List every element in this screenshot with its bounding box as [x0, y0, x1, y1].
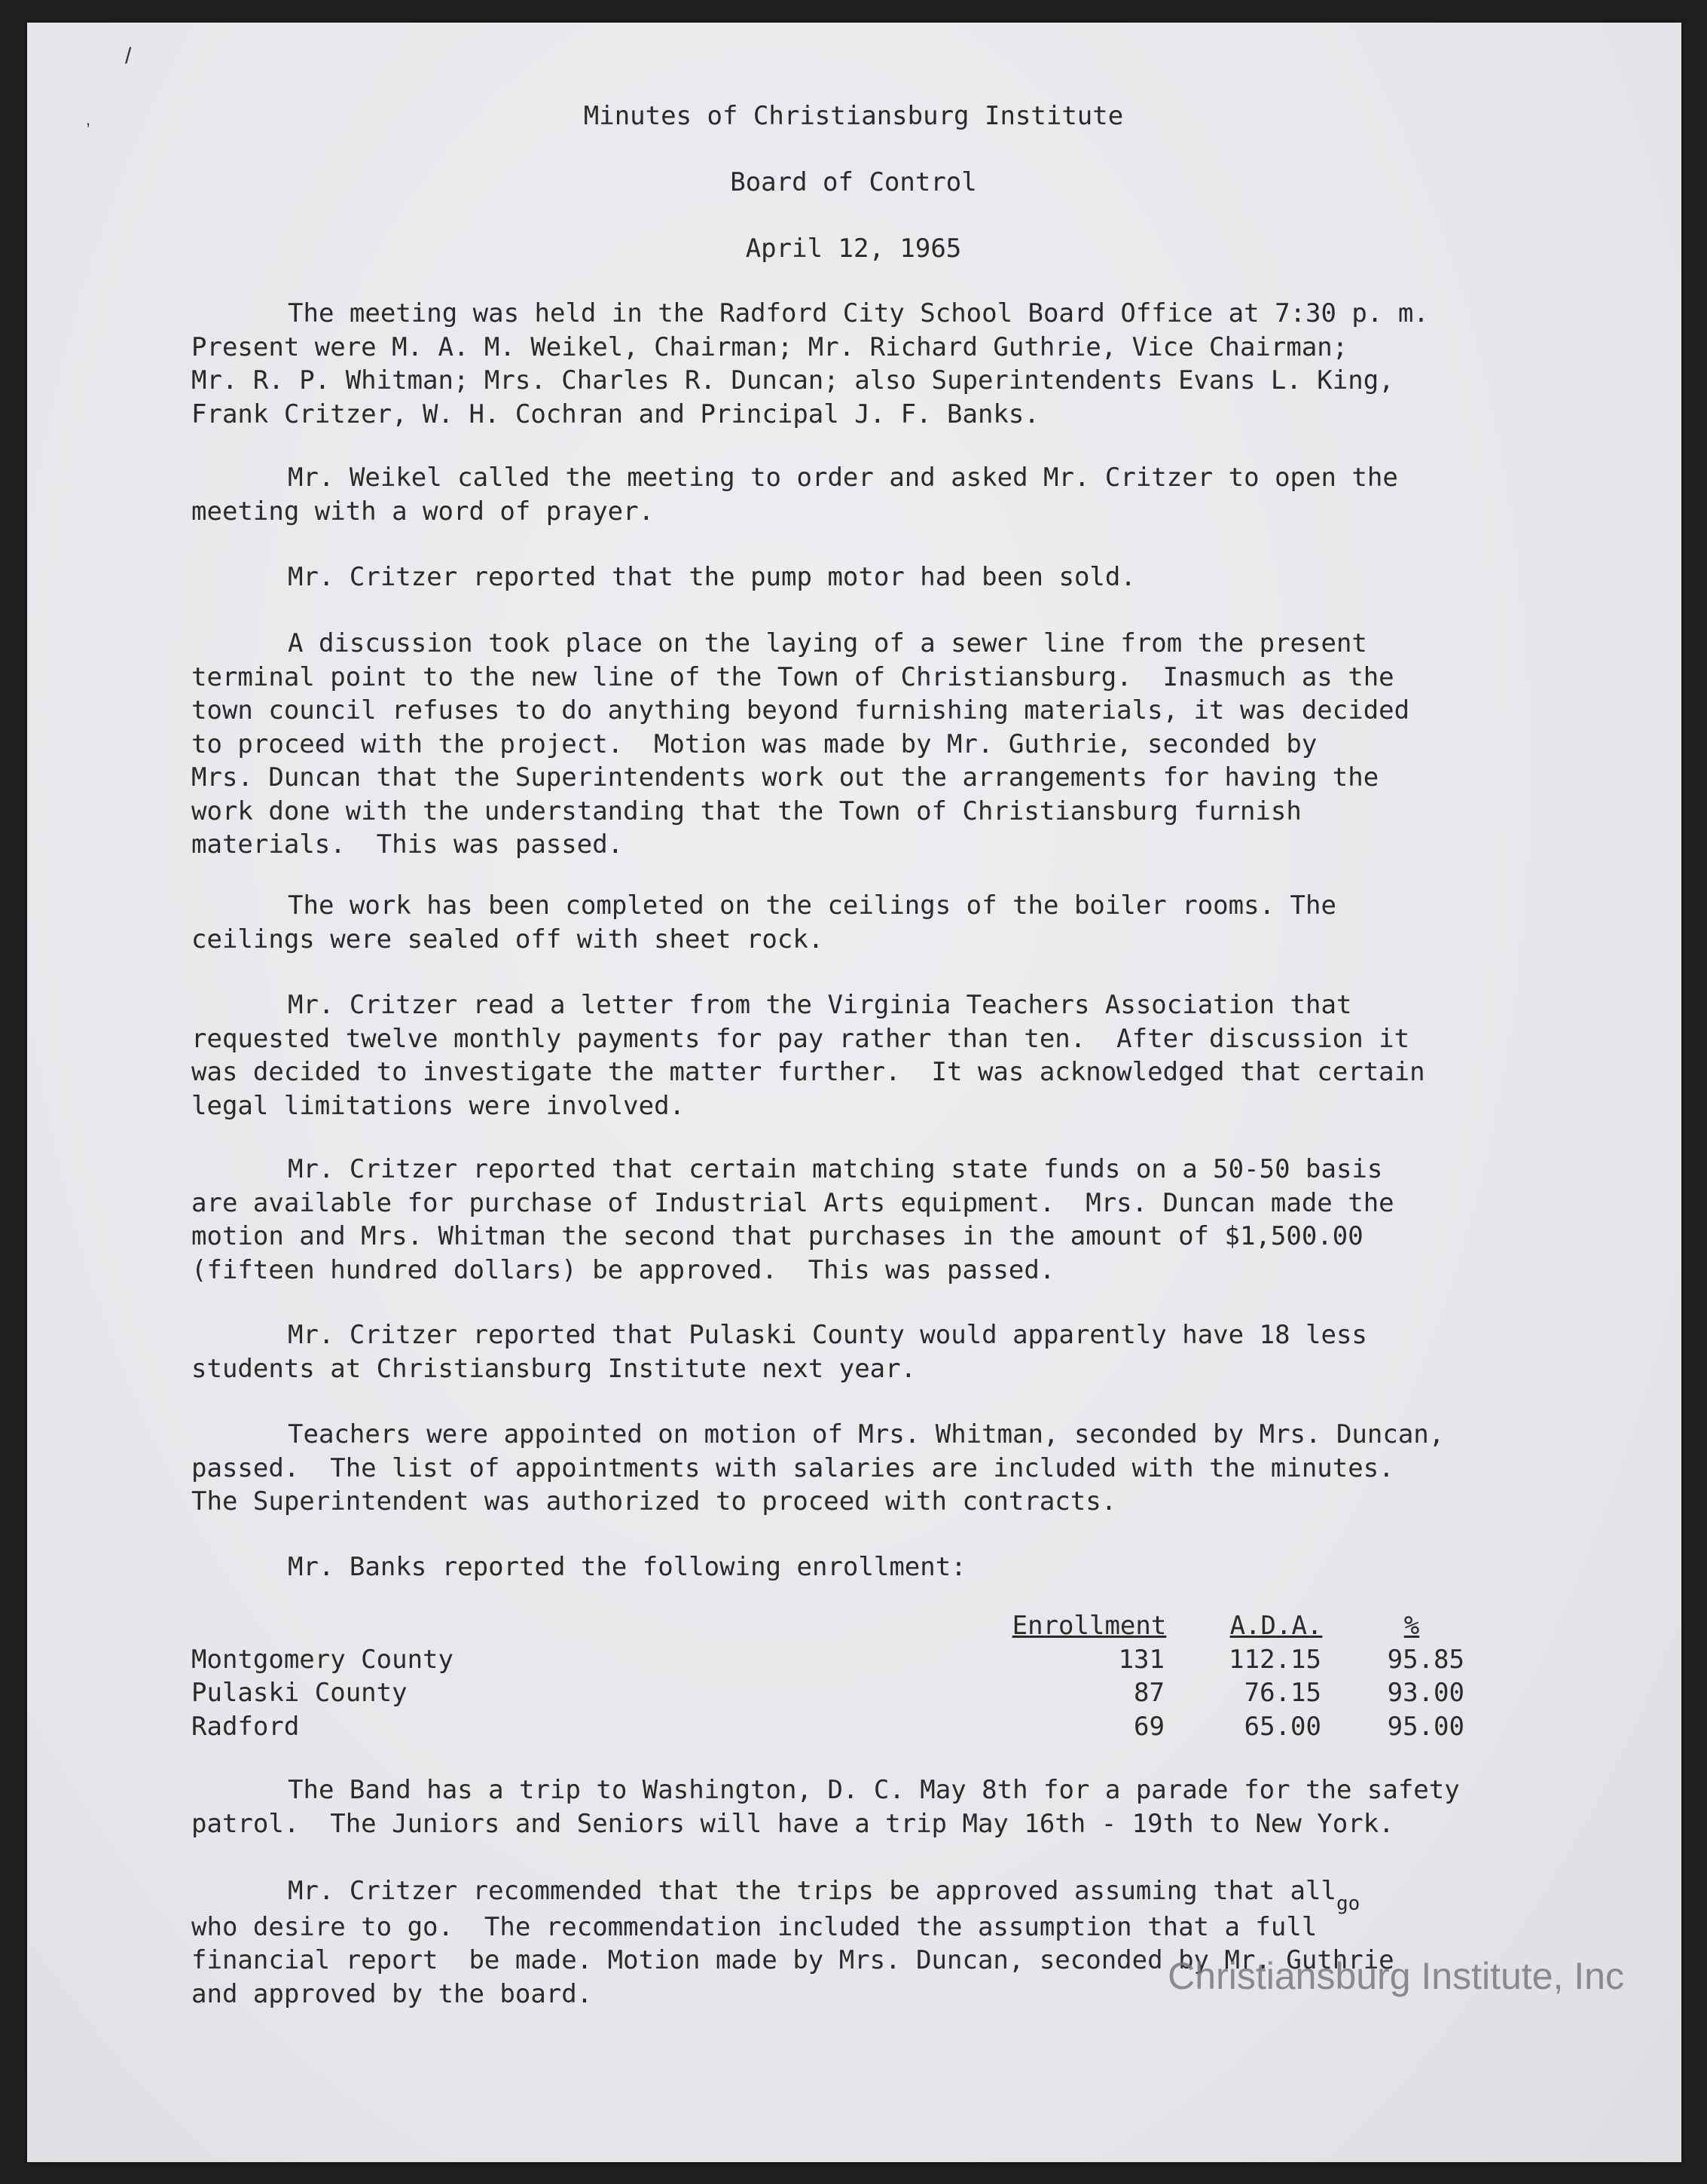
text-line: patrol. The Juniors and Seniors will have a trip May 16th - 19th to New York. — [191, 1808, 1394, 1839]
ada-value: 76.15 — [1244, 1678, 1321, 1708]
text-line: Mr. Critzer read a letter from the Virginia Teachers Association that — [288, 990, 1352, 1020]
text-line: The Band has a trip to Washington, D. C. May 8th for a parade for the safety — [288, 1775, 1460, 1805]
text-line: financial report be made. Motion made by Mrs. Duncan, seconded by Mr. Guthrie — [191, 1945, 1394, 1975]
text-line: A discussion took place on the laying of a sewer line from the present — [288, 628, 1367, 658]
watermark: Christiansburg Institute, Inc — [1168, 1955, 1624, 1997]
text-fragment: Mr. Critzer recommended that the trips be approved assuming that all — [288, 1876, 1336, 1906]
document-date: April 12, 1965 — [745, 234, 962, 264]
enrollment-value: 69 — [1134, 1711, 1165, 1742]
paragraph-sewer-line — [191, 627, 1409, 862]
pen-mark: / — [125, 44, 132, 69]
text-line: The meeting was held in the Radford City School Board Office at 7:30 p. m. — [288, 298, 1429, 328]
document-title: Minutes of Christiansburg Institute — [583, 101, 1124, 131]
paragraph-state-funds — [191, 1153, 1394, 1287]
text-line: Mr. Weikel called the meeting to order and asked Mr. Critzer to open the — [288, 463, 1398, 493]
table-header-row — [191, 1609, 1517, 1643]
ada-value: 65.00 — [1244, 1711, 1321, 1742]
text-line: Mr. Critzer reported that certain matching state funds on a 50-50 basis — [288, 1154, 1383, 1184]
text-line: ceilings were sealed off with sheet rock. — [191, 924, 824, 955]
text-line: Present were M. A. M. Weikel, Chairman; Mr. Richard Guthrie, Vice Chairman; — [191, 331, 1348, 362]
inserted-word: go — [1336, 1892, 1360, 1915]
paragraph-pump-motor — [191, 561, 1136, 594]
text-line: meeting with a word of prayer. — [191, 496, 655, 527]
text-line: Mr. Banks reported the following enrollment: — [288, 1552, 966, 1582]
text-line: motion and Mrs. Whitman the second that purchases in the amount of $1,500.00 — [191, 1221, 1363, 1251]
text-line: who desire to go. The recommendation included the assumption that a full — [191, 1911, 1318, 1942]
text-line: students at Christiansburg Institute next year. — [191, 1353, 917, 1384]
text-line: terminal point to the new line of the Town of Christiansburg. Inasmuch as the — [191, 661, 1394, 692]
pen-mark: , — [86, 110, 91, 129]
paragraph-teacher-appointments — [191, 1418, 1444, 1519]
paragraph-teachers-association — [191, 988, 1425, 1123]
text-line: materials. This was passed. — [191, 829, 624, 860]
percent-value: 95.00 — [1387, 1711, 1464, 1742]
text-line: Mr. Critzer reported that Pulaski County would apparently have 18 less — [288, 1320, 1367, 1350]
county-name: Radford — [191, 1711, 300, 1742]
ada-value: 112.15 — [1229, 1644, 1321, 1675]
paragraph-band-trip — [191, 1773, 1460, 1840]
text-line: Teachers were appointed on motion of Mrs. Whitman, seconded by Mrs. Duncan, — [288, 1419, 1445, 1449]
table-row — [191, 1676, 1517, 1710]
text-line: passed. The list of appointments with salaries are included with the minutes. — [191, 1452, 1394, 1483]
text-line: Mrs. Duncan that the Superintendents work out the arrangements for having the — [191, 762, 1379, 793]
enrollment-value: 131 — [1118, 1644, 1165, 1675]
text-line: Mr. Critzer reported that the pump motor had been sold. — [288, 562, 1136, 592]
text-line: town council refuses to do anything beyond furnishing materials, it was decided — [191, 695, 1410, 725]
text-line: work done with the understanding that the Town of Christiansburg furnish — [191, 796, 1302, 826]
paragraph-ceilings — [191, 889, 1336, 956]
county-name: Montgomery County — [191, 1644, 453, 1675]
percent-value: 95.85 — [1387, 1644, 1464, 1675]
text-line: are available for purchase of Industrial Arts equipment. Mrs. Duncan made the — [191, 1187, 1394, 1218]
column-header-enrollment: Enrollment — [1012, 1611, 1167, 1641]
text-line: Mr. R. P. Whitman; Mrs. Charles R. Duncan; also Superintendents Evans L. King, — [191, 365, 1394, 396]
document-subtitle: Board of Control — [730, 167, 977, 197]
enrollment-value: 87 — [1134, 1678, 1165, 1708]
text-line: Frank Critzer, W. H. Cochran and Principal J. F. Banks. — [191, 399, 1040, 429]
text-line: The Superintendent was authorized to proceed with contracts. — [191, 1486, 1117, 1517]
text-line: (fifteen hundred dollars) be approved. This was passed. — [191, 1254, 1055, 1285]
paragraph-call-to-order — [191, 461, 1398, 528]
table-row — [191, 1710, 1517, 1744]
text-line: The work has been completed on the ceilings of the boiler rooms. The — [288, 890, 1336, 921]
text-line: was decided to investigate the matter further. It was acknowledged that certain — [191, 1057, 1425, 1087]
paragraph-attendance — [191, 297, 1429, 431]
text-line: requested twelve monthly payments for pay rather than ten. After discussion it — [191, 1023, 1410, 1054]
column-header-percent: % — [1403, 1611, 1420, 1641]
paragraph-enrollment-intro — [191, 1550, 966, 1584]
text-line — [191, 1874, 1394, 1915]
text-line: and approved by the board. — [191, 1978, 593, 2009]
paragraph-pulaski-students — [191, 1318, 1367, 1385]
text-line: to proceed with the project. Motion was made by Mr. Guthrie, seconded by — [191, 729, 1318, 759]
table-row — [191, 1643, 1517, 1677]
enrollment-table — [191, 1609, 1517, 1743]
percent-value: 93.00 — [1387, 1678, 1464, 1708]
county-name: Pulaski County — [191, 1678, 408, 1708]
text-line: legal limitations were involved. — [191, 1090, 686, 1121]
column-header-ada: A.D.A. — [1229, 1611, 1323, 1641]
